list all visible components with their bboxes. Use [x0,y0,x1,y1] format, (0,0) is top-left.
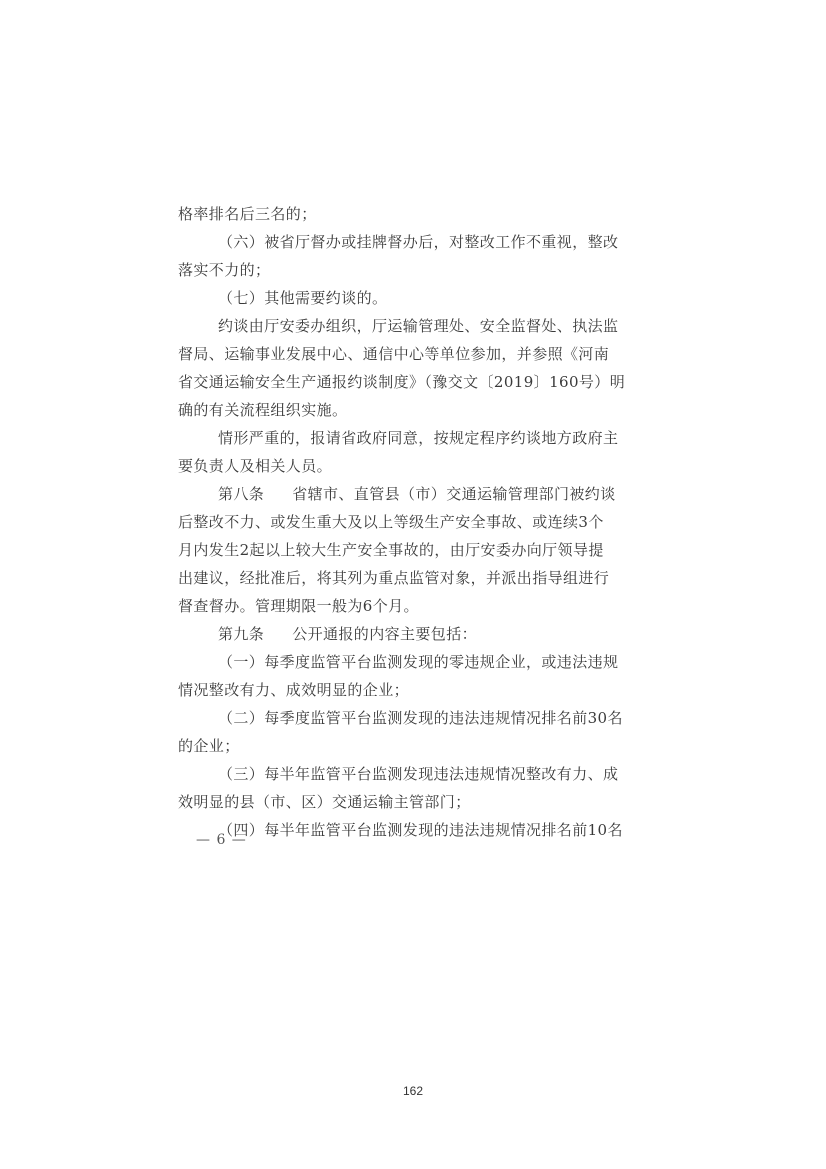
text-line [178,480,626,508]
text-line [178,760,626,788]
line-text: 月内发生2起以上较大生产安全事故的，由厅安委办向厅领导提 [178,541,604,559]
text-line [178,564,626,592]
text-line [178,312,626,340]
text-line [178,788,626,816]
footer-page-number: 162 [402,1084,424,1098]
text-line [178,228,626,256]
article-number: 第九条 [218,625,265,643]
line-text: 格率排名后三名的； [178,205,317,223]
line-text: 确的有关流程组织实施。 [178,401,348,419]
line-text: （六）被省厅督办或挂牌督办后，对整改工作不重视，整改 [218,233,619,251]
text-line [178,284,626,312]
line-text: 的企业； [178,737,240,755]
article-number: 第八条 [218,485,265,503]
line-text: 落实不力的； [178,261,271,279]
text-line [178,536,626,564]
line-text: （三）每半年监管平台监测发现违法违规情况整改有力、成 [218,765,619,783]
text-line [178,256,626,284]
line-text: 省辖市、直管县（市）交通运输管理部门被约谈 [292,485,616,503]
line-text: 情形严重的，报请省政府同意，按规定程序约谈地方政府主 [218,429,619,447]
line-text: 效明显的县（市、区）交通运输主管部门； [178,793,471,811]
text-line [178,340,626,368]
line-text: 后整改不力、或发生重大及以上等级生产安全事故、或连续3个 [178,513,604,531]
text-line [178,592,626,620]
line-text: （二）每季度监管平台监测发现的违法违规情况排名前30名 [218,709,623,727]
line-text: 情况整改有力、成效明显的企业； [178,681,410,699]
line-text: 要负责人及相关人员。 [178,457,333,475]
text-line [178,368,626,396]
line-text: 出建议，经批准后，将其列为重点监管对象，并派出指导组进行 [178,569,610,587]
line-text: 约谈由厅安委办组织，厅运输管理处、安全监督处、执法监 [218,317,619,335]
line-text: 督局、运输事业发展中心、通信中心等单位参加，并参照《河南 [178,345,610,363]
text-line [178,452,626,480]
body-text [178,200,626,844]
text-line [178,648,626,676]
text-line [178,424,626,452]
line-text: 公开通报的内容主要包括： [292,625,478,643]
text-line [178,676,626,704]
text-line [178,620,626,648]
text-line [178,508,626,536]
line-text: （四）每半年监管平台监测发现的违法违规情况排名前10名 [218,821,623,839]
text-line [178,732,626,760]
text-line [178,704,626,732]
text-line [178,396,626,424]
line-text: （七）其他需要约谈的。 [218,289,388,307]
text-line [178,200,626,228]
line-text: 省交通运输安全生产通报约谈制度》（豫交文〔2019〕160号）明 [178,373,626,391]
line-text: 督查督办。管理期限一般为6个月。 [178,597,419,615]
line-text: （一）每季度监管平台监测发现的零违规企业，或违法违规 [218,653,619,671]
inner-page-number: — 6 — [196,832,247,848]
